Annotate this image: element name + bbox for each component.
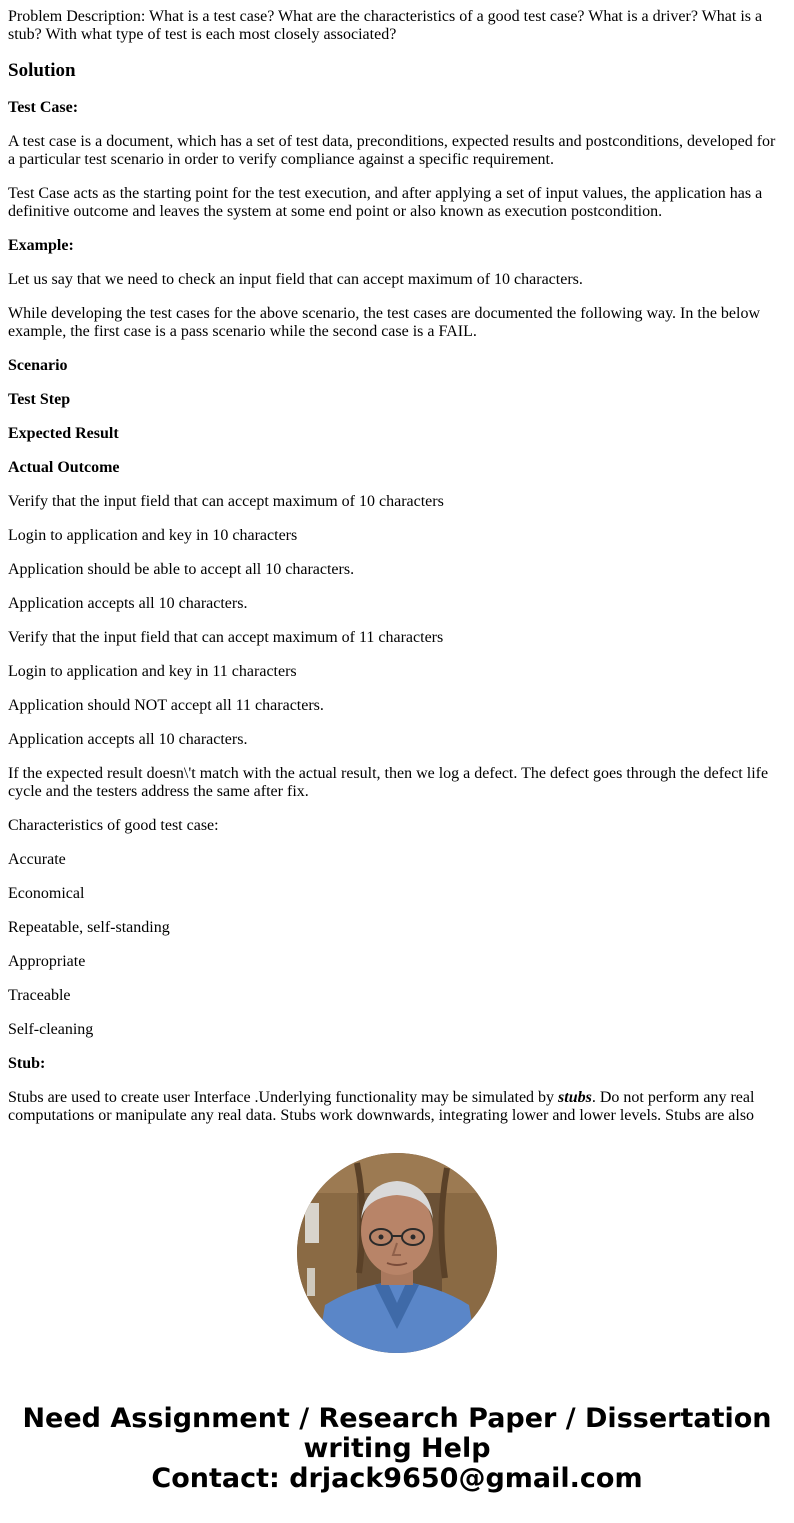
table-cell-expected-result: Application should be able to accept all 10 characters. xyxy=(8,561,355,578)
stub-paragraph xyxy=(8,1089,786,1125)
characteristics-heading: Characteristics of good test case: xyxy=(8,817,219,834)
characteristic-item: Repeatable, self-standing xyxy=(8,919,170,936)
contact-line: Contact: drjack9650@gmail.com xyxy=(151,1463,643,1494)
table-header-scenario: Scenario xyxy=(8,357,68,374)
test-case-paragraph-1: A test case is a document, which has a set of test data, preconditions, expected results and postconditions, developed for a particular test scenario in order to verify compliance against a specific requirement. xyxy=(8,133,776,168)
table-cell-actual-outcome: Application accepts all 10 characters. xyxy=(8,731,248,748)
characteristic-item: Economical xyxy=(8,885,85,902)
stub-emphasis: stubs xyxy=(558,1089,592,1106)
table-cell-expected-result: Application should NOT accept all 11 characters. xyxy=(8,697,324,714)
avatar-portrait xyxy=(297,1153,497,1353)
example-heading: Example: xyxy=(8,237,74,254)
document-body xyxy=(8,8,786,1125)
example-paragraph-1: Let us say that we need to check an input field that can accept maximum of 10 characters. xyxy=(8,271,583,288)
test-case-heading: Test Case: xyxy=(8,99,79,116)
problem-description: Problem Description: What is a test case? What are the characteristics of a good test case? What is a driver? What is a stub? With what type of test is each most closely associated? xyxy=(8,8,763,43)
characteristic-item: Accurate xyxy=(8,851,66,868)
stub-text-after: . Do not perform any real computations or manipulate any real data. Stubs work downwards, integrating lower and lower levels. Stubs are also xyxy=(8,1089,755,1124)
test-case-paragraph-2: Test Case acts as the starting point for the test execution, and after applying a set of input values, the application has a definitive outcome and leaves the system at some end point or also known as execution postcondition. xyxy=(8,185,763,220)
table-cell-scenario: Verify that the input field that can accept maximum of 11 characters xyxy=(8,629,444,646)
table-cell-actual-outcome: Application accepts all 10 characters. xyxy=(8,595,248,612)
table-header-test-step: Test Step xyxy=(8,391,71,408)
table-header-actual-outcome: Actual Outcome xyxy=(8,459,120,476)
stub-heading: Stub: xyxy=(8,1055,46,1072)
table-header-expected-result: Expected Result xyxy=(8,425,119,442)
defect-paragraph: If the expected result doesn\'t match with the actual result, then we log a defect. The defect goes through the defect life cycle and the testers address the same after fix. xyxy=(8,765,769,800)
characteristic-item: Traceable xyxy=(8,987,71,1004)
example-paragraph-2: While developing the test cases for the above scenario, the test cases are documented the following way. In the below example, the first case is a pass scenario while the second case is a FAIL. xyxy=(8,305,761,340)
solution-heading: Solution xyxy=(8,60,76,81)
stub-text-before: Stubs are used to create user Interface .Underlying functionality may be simulated by xyxy=(8,1089,559,1106)
table-cell-test-step: Login to application and key in 10 characters xyxy=(8,527,298,544)
characteristic-item: Self-cleaning xyxy=(8,1021,94,1038)
avatar xyxy=(297,1153,497,1353)
table-cell-scenario: Verify that the input field that can accept maximum of 10 characters xyxy=(8,493,444,510)
characteristic-item: Appropriate xyxy=(8,953,86,970)
promo-footer xyxy=(0,1404,794,1494)
promo-line-1: Need Assignment / Research Paper / Dissertation xyxy=(22,1403,772,1434)
promo-line-2: writing Help xyxy=(303,1433,491,1464)
table-cell-test-step: Login to application and key in 11 characters xyxy=(8,663,297,680)
